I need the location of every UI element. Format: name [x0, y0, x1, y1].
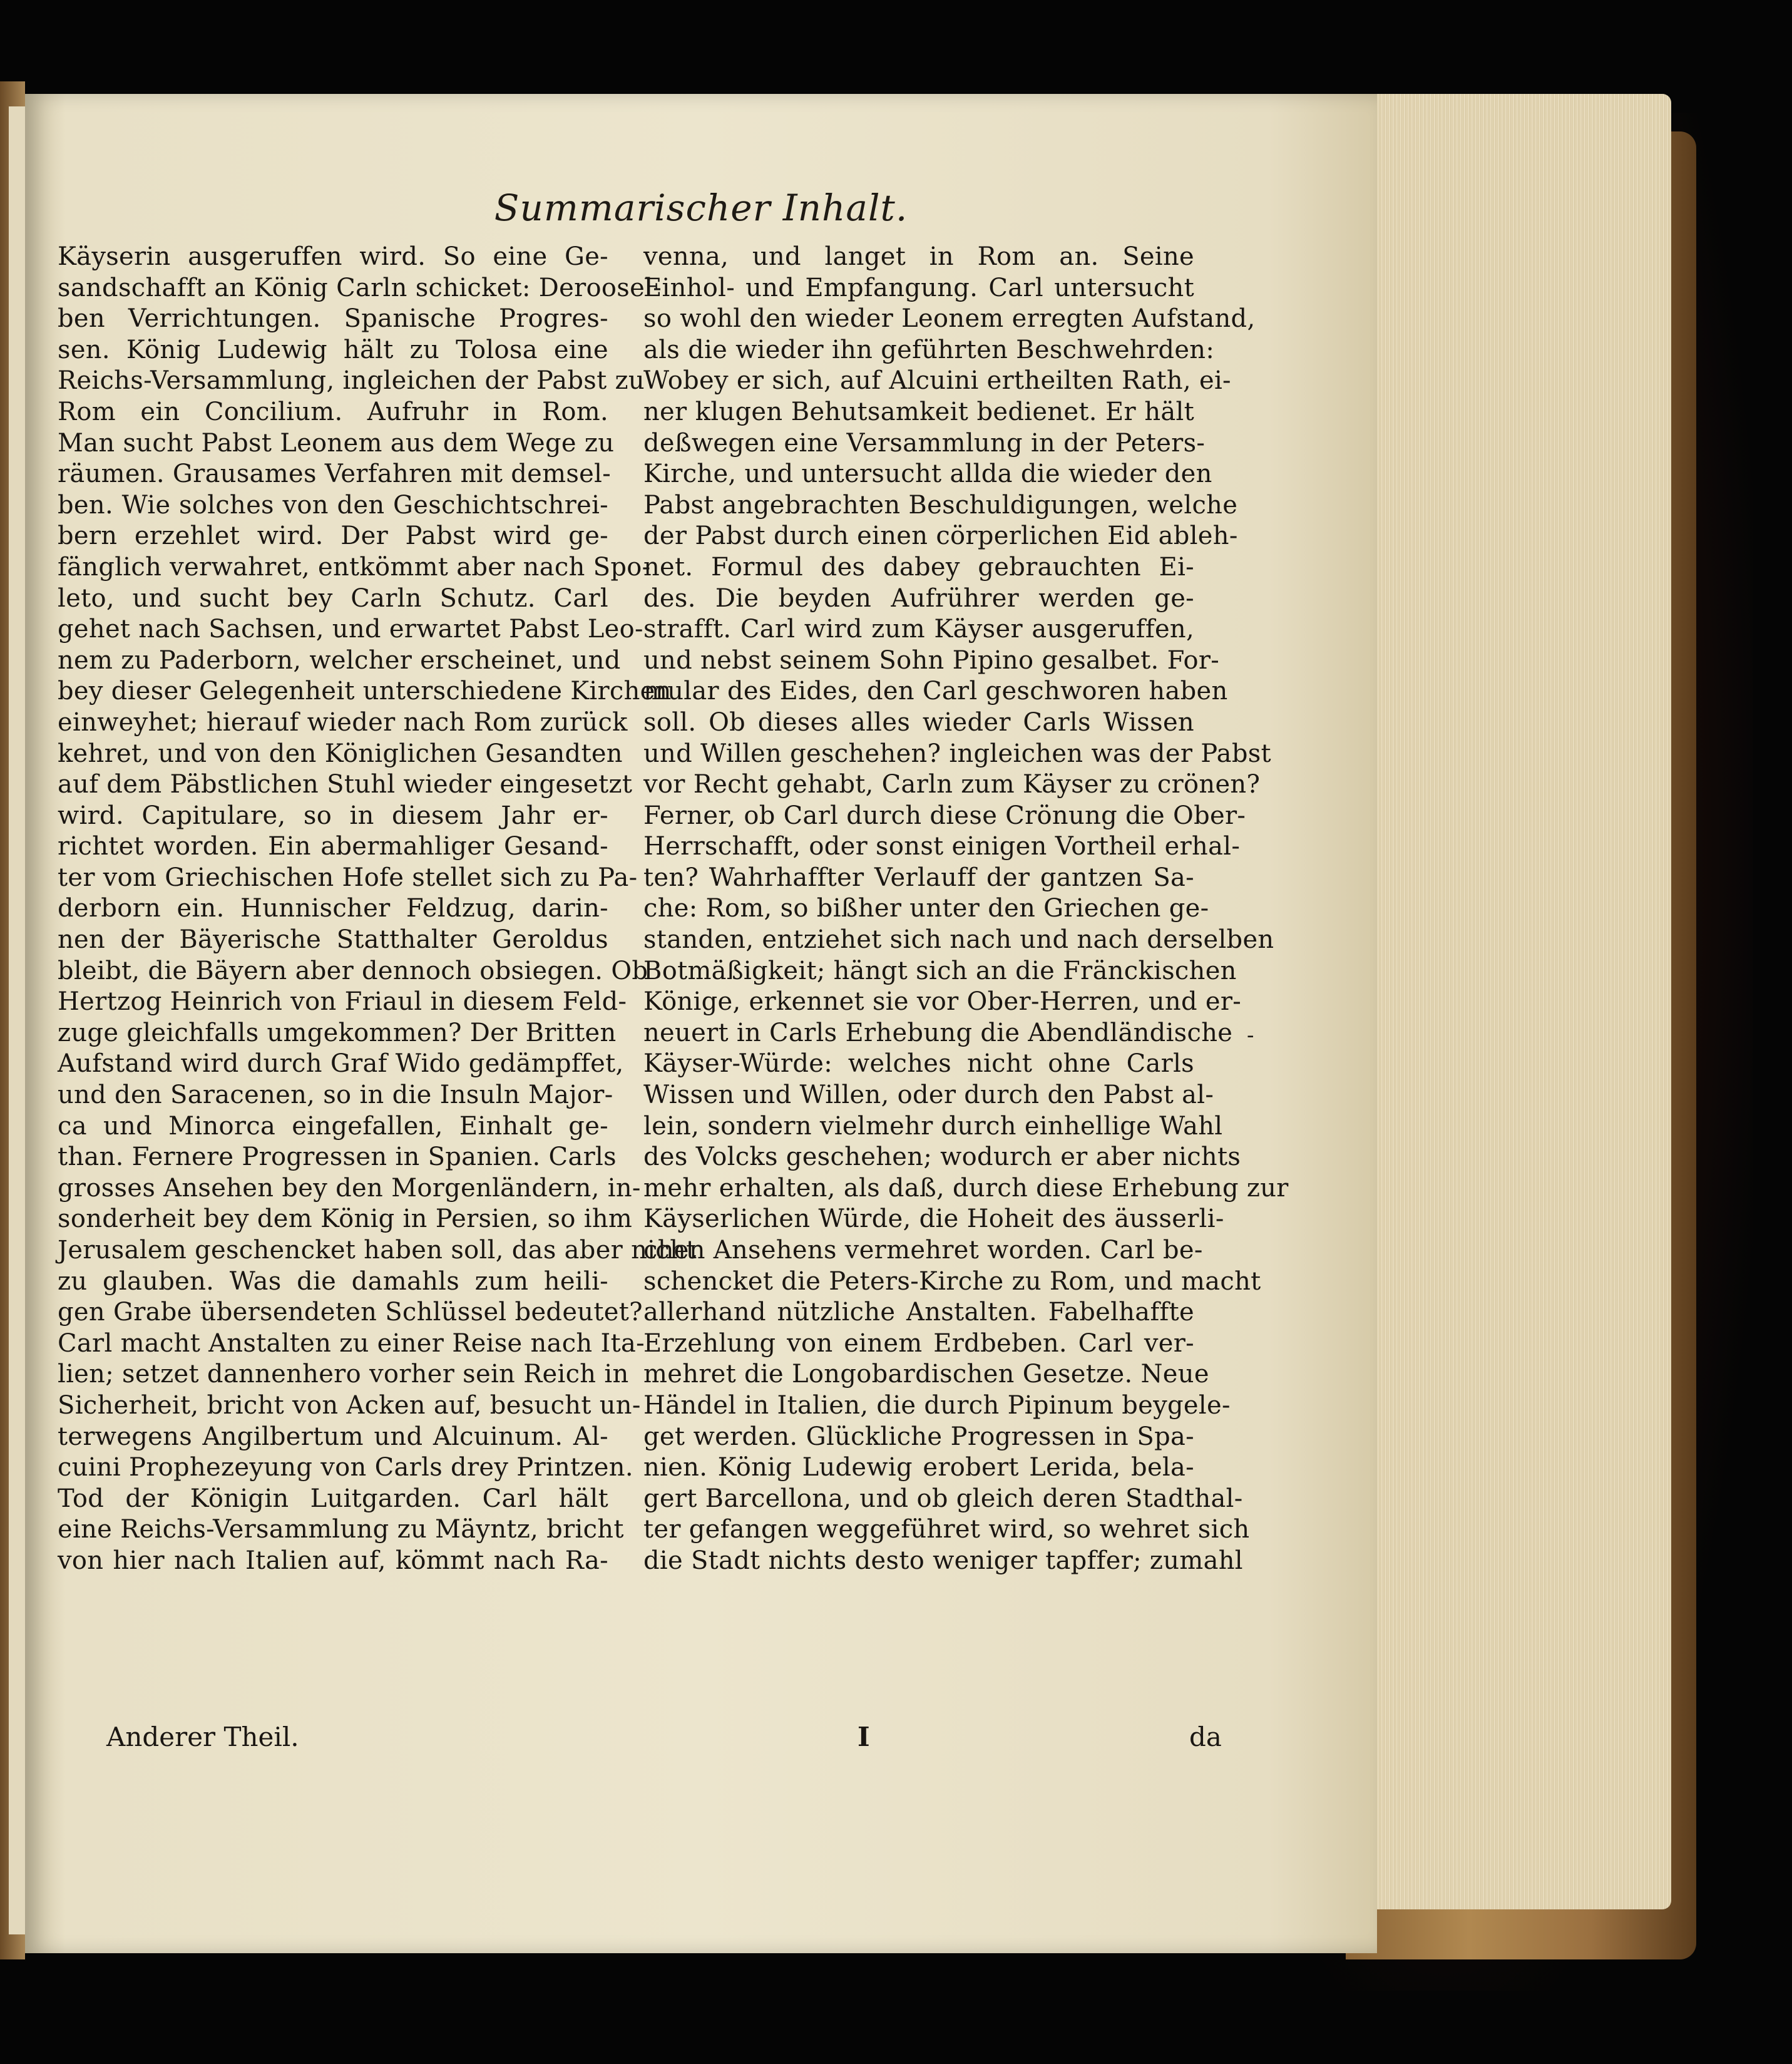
text-line: auf dem Päbstlichen Stuhl wieder eingesetzt [58, 770, 633, 799]
text-line: Käyserin ausgeruffen wird. So eine Ge- [58, 242, 608, 271]
text-line: sandschafft an König Carln schicket: Deroosel- [58, 273, 662, 302]
left-text-column [58, 242, 697, 1577]
text-line: Man sucht Pabst Leonem aus dem Wege zu [58, 428, 615, 458]
text-line: net. Formul des dabey gebrauchten Ei- [643, 552, 1194, 582]
right-text-column [643, 242, 1289, 1577]
text-line: Jerusalem geschencket haben soll, das aber nicht [58, 1236, 697, 1265]
text-line: kehret, und von den Königlichen Gesandten [58, 739, 623, 768]
text-line: gert Barcellona, und ob gleich deren Stadthal- [643, 1484, 1243, 1513]
text-line: nen der Bäyerische Statthalter Geroldus [58, 925, 608, 955]
text-line: zuge gleichfalls umgekommen? Der Britten [58, 1018, 617, 1047]
text-line: Sicherheit, bricht von Acken auf, besucht un- [58, 1390, 641, 1420]
text-line: get werden. Glückliche Progressen in Spa- [643, 1422, 1194, 1451]
text-line: bleibt, die Bäyern aber dennoch obsiegen. Ob [58, 956, 648, 985]
text-line: Reichs-Versammlung, ingleichen der Pabst zu [58, 366, 645, 396]
text-line: than. Fernere Progressen in Spanien. Carls [58, 1142, 617, 1172]
text-line: grosses Ansehen bey den Morgenländern, in- [58, 1173, 641, 1203]
text-line: gen Grabe übersendeten Schlüssel bedeutet? [58, 1298, 643, 1327]
text-line: ter vom Griechischen Hofe stellet sich zu Pa- [58, 863, 638, 892]
page-footer [25, 1722, 1377, 1759]
text-line: derborn ein. Hunnischer Feldzug, darin- [58, 894, 608, 923]
text-line: cuini Prophezeyung von Carls drey Printzen. [58, 1453, 633, 1482]
text-line: lein, sondern vielmehr durch einhellige Wahl [643, 1111, 1223, 1141]
text-line: von hier nach Italien auf, kömmt nach Ra- [58, 1546, 608, 1575]
text-line: als die wieder ihn geführten Beschwehrden: [643, 335, 1215, 364]
text-line: ca und Minorca eingefallen, Einhalt ge- [58, 1111, 608, 1141]
text-line: ten? Wahrhaffter Verlauff der gantzen Sa- [643, 863, 1194, 892]
text-line: mehret die Longobardischen Gesetze. Neue [643, 1360, 1209, 1389]
text-line: und den Saracenen, so in die Insuln Major- [58, 1081, 613, 1110]
text-line: strafft. Carl wird zum Käyser ausgeruffen, [643, 615, 1194, 644]
text-line: Ferner, ob Carl durch diese Crönung die Ober- [643, 801, 1246, 830]
text-line: nien. König Ludewig erobert Lerida, bela- [643, 1453, 1194, 1482]
text-line: so wohl den wieder Leonem erregten Aufstand, [643, 304, 1256, 334]
page-edges-stack [1364, 94, 1671, 1909]
text-line: sonderheit bey dem König in Persien, so ihm [58, 1204, 633, 1234]
text-line: des. Die beyden Aufrührer werden ge- [643, 583, 1194, 613]
text-line: Käyserlichen Würde, die Hoheit des äusserli- [643, 1204, 1224, 1234]
book-page [25, 94, 1377, 1953]
text-line: sen. König Ludewig hält zu Tolosa eine [58, 335, 608, 364]
text-line: standen, entziehet sich nach und nach derselben [643, 925, 1274, 955]
text-line: einweyhet; hierauf wieder nach Rom zurück [58, 707, 628, 737]
text-line: mehr erhalten, als daß, durch diese Erhebung zur [643, 1173, 1289, 1203]
signature-mark: I [858, 1722, 870, 1752]
text-line: nem zu Paderborn, welcher erscheinet, und [58, 645, 621, 675]
text-line: mular des Eides, den Carl geschworen haben [643, 677, 1228, 706]
text-line: ter gefangen weggeführet wird, so wehret sich [643, 1515, 1250, 1544]
text-line: bern erzehlet wird. Der Pabst wird ge- [58, 521, 608, 551]
text-line: fänglich verwahret, entkömmt aber nach Spo- [58, 552, 651, 582]
text-line: räumen. Grausames Verfahren mit demsel- [58, 460, 612, 489]
text-line: Wissen und Willen, oder durch den Pabst al- [643, 1081, 1214, 1110]
text-line: Herrschafft, oder sonst einigen Vortheil erhal- [643, 832, 1241, 861]
text-line: lien; setzet dannenhero vorher sein Reich in [58, 1360, 629, 1389]
text-line: die Stadt nichts desto weniger tapffer; zumahl [643, 1546, 1243, 1575]
text-line: terwegens Angilbertum und Alcuinum. Al- [58, 1422, 608, 1451]
text-line: Könige, erkennet sie vor Ober-Herren, und er- [643, 987, 1242, 1017]
left-page-edge [9, 106, 25, 1934]
volume-label: Anderer Theil. [106, 1722, 299, 1752]
text-line: Rom ein Concilium. Aufruhr in Rom. [58, 397, 608, 426]
text-line: neuert in Carls Erhebung die Abendländische [643, 1018, 1233, 1047]
text-line: richtet worden. Ein abermahliger Gesand- [58, 832, 608, 861]
text-line: allerhand nützliche Anstalten. Fabelhaffte [643, 1298, 1194, 1327]
text-line: und Willen geschehen? ingleichen was der Pabst [643, 739, 1271, 768]
catchword: da [1189, 1722, 1222, 1752]
margin-mark: - [1247, 1023, 1254, 1048]
text-line: schencket die Peters-Kirche zu Rom, und macht [643, 1266, 1261, 1296]
running-head: Summarischer Inhalt. [494, 187, 908, 229]
text-line: eine Reichs-Versammlung zu Mäyntz, bricht [58, 1515, 624, 1544]
text-line: wird. Capitulare, so in diesem Jahr er- [58, 801, 608, 830]
text-line: der Pabst durch einen cörperlichen Eid ableh- [643, 521, 1238, 551]
text-line: ben Verrichtungen. Spanische Progres- [58, 304, 608, 334]
text-line: Hertzog Heinrich von Friaul in diesem Feld- [58, 987, 627, 1017]
text-line: gehet nach Sachsen, und erwartet Pabst Leo- [58, 615, 643, 644]
text-line: Erzehlung von einem Erdbeben. Carl ver- [643, 1328, 1194, 1358]
text-line: Pabst angebrachten Beschuldigungen, welche [643, 490, 1238, 520]
text-line: und nebst seinem Sohn Pipino gesalbet. For- [643, 645, 1220, 675]
text-line: Tod der Königin Luitgarden. Carl hält [58, 1484, 608, 1513]
text-line: Einhol- und Empfangung. Carl untersucht [643, 273, 1194, 302]
text-line: vor Recht gehabt, Carln zum Käyser zu crönen? [643, 770, 1261, 799]
text-line: bey dieser Gelegenheit unterschiedene Kirchen [58, 677, 672, 706]
text-line: ner klugen Behutsamkeit bedienet. Er hält [643, 397, 1194, 426]
text-line: Botmäßigkeit; hängt sich an die Fränckischen [643, 956, 1237, 985]
text-line: deßwegen eine Versammlung in der Peters- [643, 428, 1206, 458]
text-line: ben. Wie solches von den Geschichtschrei- [58, 490, 608, 520]
text-line: soll. Ob dieses alles wieder Carls Wissen [643, 707, 1194, 737]
text-line: zu glauben. Was die damahls zum heili- [58, 1266, 608, 1296]
text-line: Carl macht Anstalten zu einer Reise nach Ita- [58, 1328, 645, 1358]
text-line: chen Ansehens vermehret worden. Carl be- [643, 1236, 1203, 1265]
text-line: des Volcks geschehen; wodurch er aber nichts [643, 1142, 1241, 1172]
text-line: Käyser-Würde: welches nicht ohne Carls [643, 1049, 1194, 1079]
text-line: leto, und sucht bey Carln Schutz. Carl [58, 583, 608, 613]
text-line: Wobey er sich, auf Alcuini ertheilten Rath, ei- [643, 366, 1231, 396]
text-line: Händel in Italien, die durch Pipinum beygele- [643, 1390, 1231, 1420]
text-line: che: Rom, so bißher unter den Griechen ge- [643, 894, 1209, 923]
text-line: venna, und langet in Rom an. Seine [643, 242, 1194, 271]
text-line: Kirche, und untersucht allda die wieder den [643, 460, 1212, 489]
text-line: Aufstand wird durch Graf Wido gedämpffet, [58, 1049, 624, 1079]
